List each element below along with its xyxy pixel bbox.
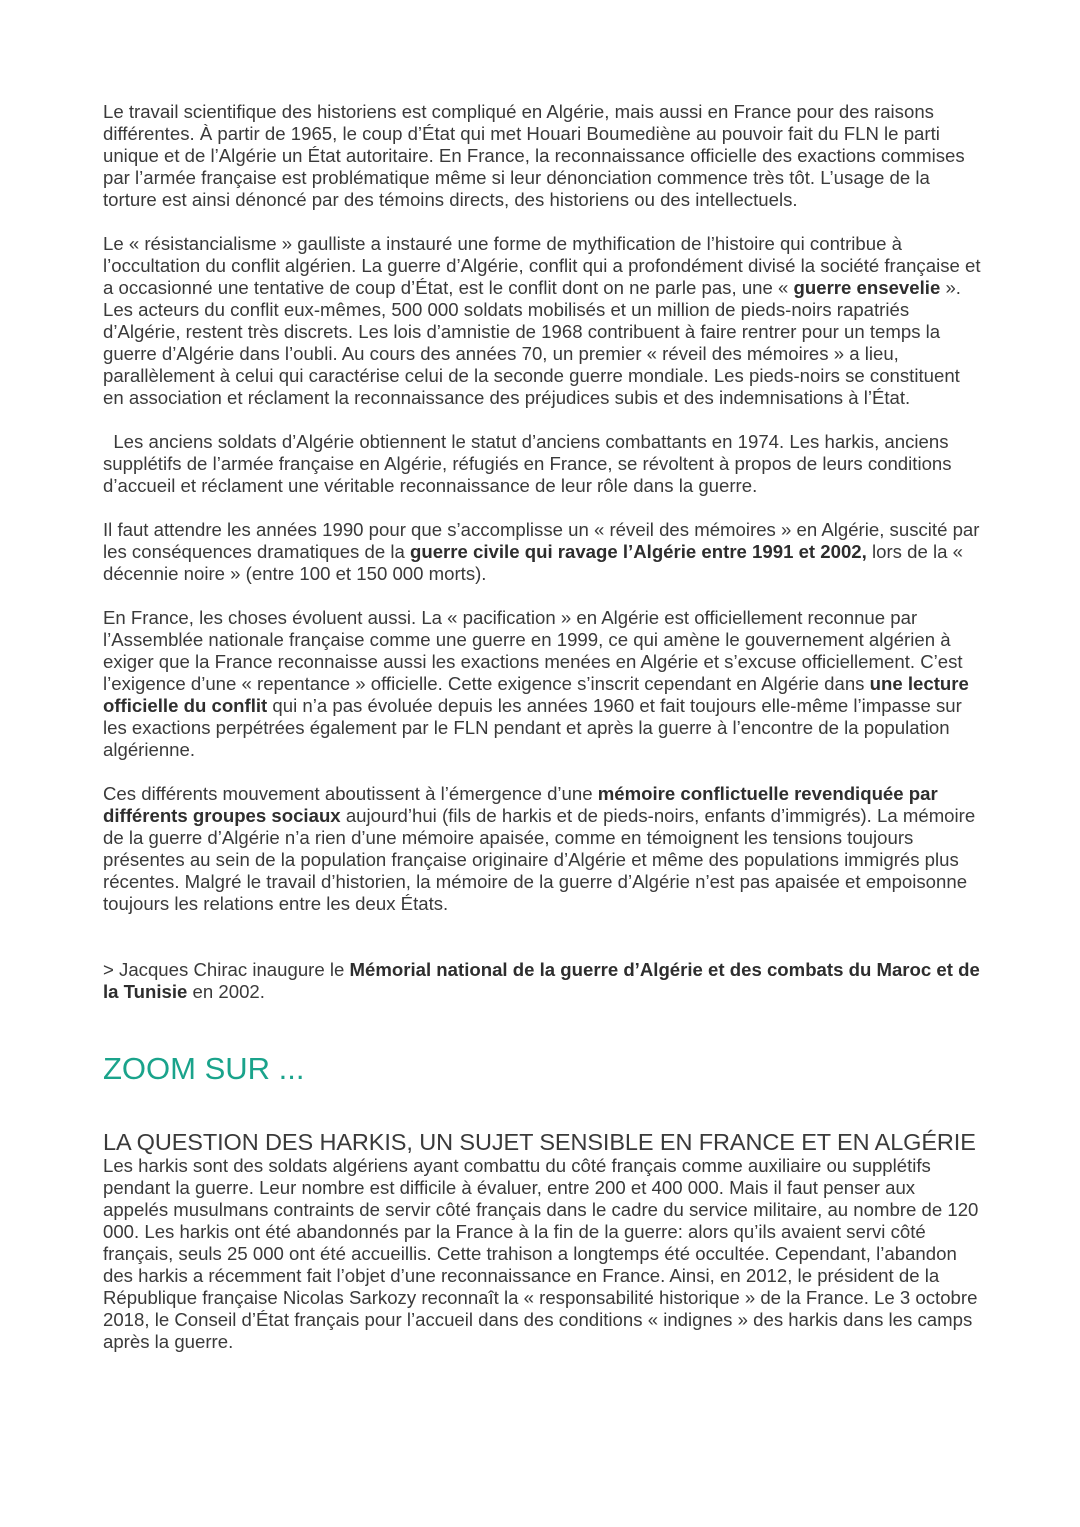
paragraph-veterans [103, 431, 983, 497]
paragraph-text: qui n’a pas évoluée depuis les années 1960 et fait toujours elle-même l’impasse sur les exactions perpétrées également par le FLN pendant et après la guerre à l’encontre de la population algérienne. [103, 695, 962, 760]
paragraph-text: ». Les acteurs du conflit eux-mêmes, 500 000 soldats mobilisés et un million de pieds-noirs rapatriés d’Algérie, restent très discrets. Les lois d’amnistie de 1968 contribuent à faire rentrer pour un temps la guerre d’Algérie dans l’oubli. Au cours des années 70, un premier « réveil des mémoires » a lieu, parallèlement à celui qui caractérise celui de la seconde guerre mondiale. Les pieds-noirs se constituent en association et réclament la reconnaissance des préjudices subis et des indemnisations à l’État. [103, 277, 961, 408]
paragraph-text: Ces différents mouvement aboutissent à l’émergence d’une [103, 783, 598, 804]
bold-phrase: Mémorial national de la guerre d’Algérie et des combats du Maroc et de la Tunisie [103, 959, 980, 1002]
paragraph-historians [103, 101, 983, 211]
paragraph-text: En France, les choses évoluent aussi. La « pacification » en Algérie est officiellement reconnue par l’Assemblée nationale française comme une guerre en 1999, ce qui amène le gouvernement algérien à exiger que la France reconnaisse aussi les exactions menées en Algérie et s’excuse officiellement. C’est l’exigence d’une « repentance » officielle. Cette exigence s’inscrit cependant en Algérie dans [103, 607, 963, 694]
note-text: > Jacques Chirac inaugure le [103, 959, 350, 980]
note-text: en 2002. [187, 981, 265, 1002]
bold-phrase: mémoire conflictuelle revendiquée par différents groupes sociaux [103, 783, 938, 826]
paragraph-resistancialisme [103, 233, 983, 409]
paragraph-text: Les anciens soldats d’Algérie obtiennent le statut d’anciens combattants en 1974. Les harkis, anciens supplétifs de l’armée française en Algérie, réfugiés en France, se révoltent à propos de leurs conditions d’accueil et réclament une véritable reconnaissance de leur rôle dans la guerre. [103, 431, 952, 496]
bold-phrase: guerre ensevelie [793, 277, 941, 298]
paragraph-france-evolves [103, 607, 983, 761]
paragraph-text: lors de la « décennie noire » (entre 100 et 150 000 morts). [103, 541, 963, 584]
harkis-section-title: LA QUESTION DES HARKIS, UN SUJET SENSIBLE EN FRANCE ET EN ALGÉRIE [103, 1129, 976, 1155]
paragraph-text: aujourd’hui (fils de harkis et de pieds-noirs, enfants d’immigrés). La mémoire de la guerre d’Algérie n’a rien d’une mémoire apaisée, comme en témoignent les tensions toujours présentes au sein de la population française originaire d’Algérie et même des populations immigrés plus récentes. Malgré le travail d’historien, la mémoire de la guerre d’Algérie n’est pas apaisée et empoisonne toujours les relations entre les deux États. [103, 805, 976, 914]
paragraph-awakening [103, 519, 983, 585]
paragraph-text: Il faut attendre les années 1990 pour que s’accomplisse un « réveil des mémoires » en Algérie, suscité par les conséquences dramatiques de la [103, 519, 980, 562]
paragraph-conflicting-memory [103, 783, 983, 915]
memorial-note [103, 959, 983, 1003]
document-page [103, 101, 983, 1353]
bold-phrase: guerre civile qui ravage l’Algérie entre 1991 et 2002, [410, 541, 867, 562]
bold-phrase: une lecture officielle du conflit [103, 673, 969, 716]
paragraph-text: Le travail scientifique des historiens est compliqué en Algérie, mais aussi en France pour des raisons différentes. À partir de 1965, le coup d’État qui met Houari Boumediène au pouvoir fait du FLN le parti unique et de l’Algérie un État autoritaire. En France, la reconnaissance officielle des exactions commises par l’armée française est problématique même si leur dénonciation commence très tôt. L’usage de la torture est ainsi dénoncé par des témoins directs, des historiens ou des intellectuels. [103, 101, 965, 210]
harkis-paragraph: Les harkis sont des soldats algériens ayant combattu du côté français comme auxiliaire ou supplétifs pendant la guerre. Leur nombre est difficile à évaluer, entre 200 et 400 000. Mais il faut penser aux appelés musulmans contraints de servir côté français dans le cadre du service militaire, au nombre de 120 000. Les harkis ont été abandonnés par la France à la fin de la guerre: alors qu’ils avaient servi côté français, seuls 25 000 ont été accueillis. Cette trahison a longtemps été occultée. Cependant, l’abandon des harkis a récemment fait l’objet d’une reconnaissance en France. Ainsi, en 2012, le président de la République française Nicolas Sarkozy reconnaît la « responsabilité historique » de la France. Le 3 octobre 2018, le Conseil d’État français pour l’accueil dans des conditions « indignes » des harkis dans les camps après la guerre. [103, 1155, 979, 1352]
zoom-heading: ZOOM SUR ... [103, 1051, 305, 1086]
paragraph-text: Le « résistancialisme » gaulliste a instauré une forme de mythification de l’histoire qui contribue à l’occultation du conflit algérien. La guerre d’Algérie, conflit qui a profondément divisé la société française et a occasionné une tentative de coup d’État, est le conflit dont on ne parle pas, une « [103, 233, 981, 298]
